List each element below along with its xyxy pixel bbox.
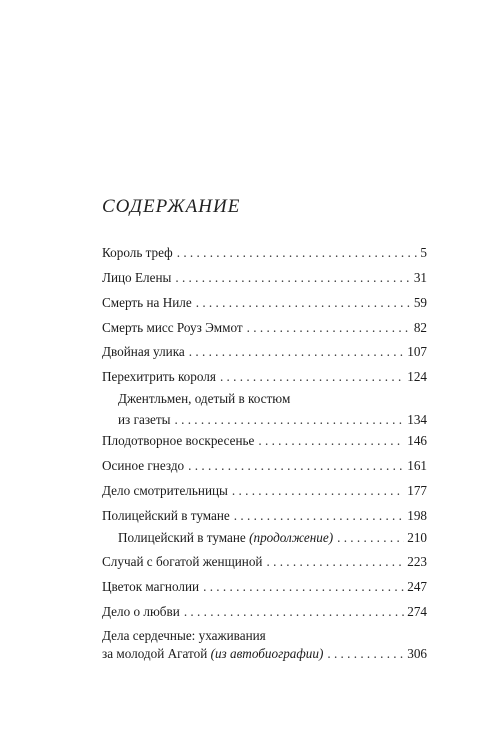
toc-entry-page: 161 bbox=[407, 458, 427, 473]
toc-entry-title bbox=[118, 530, 333, 546]
toc-entry-page: 306 bbox=[407, 646, 427, 661]
toc-entry-page: 5 bbox=[420, 245, 427, 260]
toc-entry[interactable] bbox=[102, 344, 427, 360]
dot-leader bbox=[196, 295, 411, 311]
toc-entry-page: 210 bbox=[407, 530, 427, 545]
toc-entry-title: Осиное гнездо bbox=[102, 458, 185, 473]
toc-entry-title: Дело о любви bbox=[102, 604, 180, 619]
toc-entry-page: 82 bbox=[413, 320, 427, 335]
toc-entry-title: Перехитрить короля bbox=[102, 369, 216, 384]
toc-entry-page: 31 bbox=[413, 270, 427, 285]
toc-entry[interactable] bbox=[102, 369, 427, 385]
toc-entry-title: Лицо Елены bbox=[102, 270, 172, 285]
toc-entry-title: Смерть на Ниле bbox=[102, 295, 192, 310]
toc-entry-page: 124 bbox=[407, 369, 427, 384]
toc-entry-page: 177 bbox=[407, 483, 427, 498]
toc-entry-title: Полицейский в тумане bbox=[102, 508, 230, 523]
dot-leader bbox=[327, 646, 404, 662]
dot-leader bbox=[267, 554, 405, 570]
toc-entry-title: Смерть мисс Роуз Эммот bbox=[102, 320, 243, 335]
toc-entry-title: Цветок магнолии bbox=[102, 579, 200, 594]
toc-entry[interactable] bbox=[102, 579, 427, 595]
dot-leader bbox=[234, 508, 404, 524]
toc-entry-page: 274 bbox=[407, 604, 427, 619]
toc-entry-title-line1: Джентльмен, одетый в костюм bbox=[118, 391, 291, 406]
toc-entry[interactable] bbox=[102, 391, 427, 428]
dot-leader bbox=[177, 245, 418, 261]
toc-entry[interactable] bbox=[102, 628, 427, 662]
toc-entry-title: Случай с богатой женщиной bbox=[102, 554, 263, 569]
toc-entry[interactable] bbox=[102, 433, 427, 449]
toc-entry-title: Король треф bbox=[102, 245, 173, 260]
toc-entry[interactable] bbox=[102, 245, 427, 261]
toc-entry-title: Дело смотрительницы bbox=[102, 483, 228, 498]
toc-entry-title-italic: (продолжение) bbox=[249, 530, 334, 545]
toc-entry-title-italic: (из автобиографии) bbox=[210, 646, 324, 661]
dot-leader bbox=[258, 433, 404, 449]
toc-entry[interactable] bbox=[102, 508, 427, 524]
toc-entry[interactable] bbox=[102, 320, 427, 336]
toc-entry-title-line1: Дела сердечные: ухаживания bbox=[102, 628, 266, 643]
dot-leader bbox=[232, 483, 404, 499]
toc-entry[interactable] bbox=[102, 554, 427, 570]
dot-leader bbox=[189, 344, 404, 360]
toc-entry-page: 223 bbox=[407, 554, 427, 569]
toc-entry[interactable] bbox=[102, 604, 427, 620]
toc-entry-page: 146 bbox=[407, 433, 427, 448]
toc-entry-page: 134 bbox=[407, 412, 427, 427]
toc-entry[interactable] bbox=[102, 483, 427, 499]
toc-entry-title-line2: за молодой Агатой bbox=[102, 646, 208, 661]
toc-entry[interactable] bbox=[102, 270, 427, 286]
toc-entry-title bbox=[102, 646, 323, 662]
toc-entry[interactable] bbox=[102, 530, 427, 546]
dot-leader bbox=[188, 458, 404, 474]
toc-entry-page: 107 bbox=[407, 344, 427, 359]
dot-leader bbox=[184, 604, 404, 620]
contents-heading: СОДЕРЖАНИЕ bbox=[102, 196, 241, 217]
toc-entry-page: 198 bbox=[407, 508, 427, 523]
dot-leader bbox=[175, 412, 405, 428]
toc-entry[interactable] bbox=[102, 458, 427, 474]
toc-entry-title-line2: из газеты bbox=[118, 412, 171, 427]
dot-leader bbox=[337, 530, 404, 546]
toc-entry-title: Плодотворное воскресенье bbox=[102, 433, 255, 448]
toc-entry[interactable] bbox=[102, 295, 427, 311]
dot-leader bbox=[220, 369, 404, 385]
dot-leader bbox=[175, 270, 410, 286]
toc-entry-title: Двойная улика bbox=[102, 344, 185, 359]
toc-entry-page: 59 bbox=[413, 295, 427, 310]
toc-entry-page: 247 bbox=[407, 579, 427, 594]
dot-leader bbox=[203, 579, 404, 595]
dot-leader bbox=[247, 320, 411, 336]
toc-entry-title-text: Полицейский в тумане bbox=[118, 530, 246, 545]
